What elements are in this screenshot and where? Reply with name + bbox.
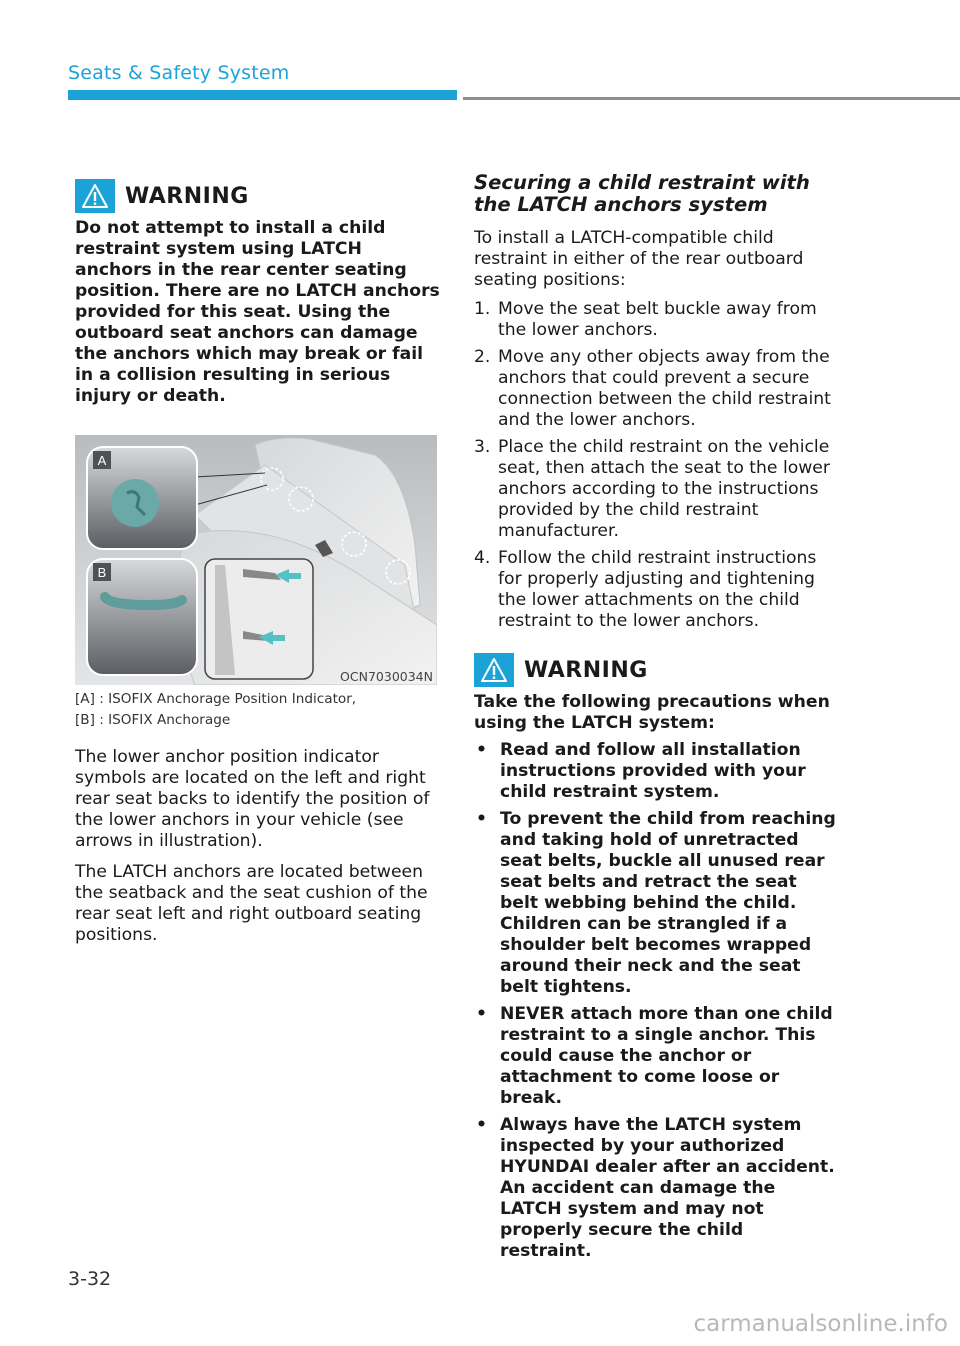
page-number: 3-32 [68, 1268, 112, 1290]
list-item: 3. Place the child restraint on the vehicle seat, then attach the seat to the lower anchors according to the instructions provided by the child restraint manufacturer. [474, 437, 830, 541]
warning-triangle-icon [474, 653, 514, 687]
warning-header [75, 178, 440, 214]
section-title: Seats & Safety System [68, 62, 290, 84]
right-column [474, 172, 839, 1262]
watermark: carmanualsonline.info [693, 1311, 948, 1337]
list-item: 4. Follow the child restraint instructions for properly adjusting and tightening the lower attachments on the child restraint to the lower anchors. [474, 548, 817, 631]
anchor-location-paragraph: The LATCH anchors are located between the seatback and the seat cushion of the rear seat left and right outboard seating positions. [75, 862, 428, 945]
figure-code: OCN7030034N [340, 669, 433, 684]
securing-steps [474, 299, 839, 632]
list-item: • To prevent the child from reaching and taking hold of unretracted seat belts, buckle all unused rear seat belts and retract the seat belt webbing behind the child. Children can be strangled if a shoulder belt becomes wrapped around their neck and the seat belt tightens. [476, 809, 836, 997]
header-accent-bar [68, 90, 457, 100]
list-item: • NEVER attach more than one child restraint to a single anchor. This could cause the anchor or attachment to come loose or break. [476, 1004, 833, 1108]
anchor-indicator-paragraph: The lower anchor position indicator symbols are located on the left and right rear seat backs to identify the position of the lower anchors in your vehicle (see arrows in illustration). [75, 747, 430, 851]
list-item: • Always have the LATCH system inspected by your authorized HYUNDAI dealer after an accident. An accident can damage the LATCH system and may not properly secure the child restraint. [476, 1115, 835, 1261]
list-item: • Read and follow all installation instructions provided with your child restraint system. [476, 740, 806, 802]
warning-text: Do not attempt to install a child restraint system using LATCH anchors in the rear center seating position. There are no LATCH anchors provided for this seat. Using the outboard seat anchors can damage the anchors which may break or fail in a collision resulting in serious injury or death. [75, 218, 440, 406]
warning-title: WARNING [524, 657, 648, 683]
figure-label-b: B [97, 565, 107, 580]
list-item: 1. Move the seat belt buckle away from the lower anchors. [474, 299, 817, 340]
list-item: 2. Move any other objects away from the anchors that could prevent a secure connection between the child restraint and the lower anchors. [474, 347, 831, 430]
warning-triangle-icon [75, 179, 115, 213]
securing-heading: Securing a child restraint with the LATCH anchors system [474, 171, 810, 216]
warning-intro: Take the following precautions when using the LATCH system: [474, 692, 830, 733]
figure-caption-a: [A] : ISOFIX Anchorage Position Indicator, [75, 691, 357, 707]
left-column [75, 178, 440, 946]
warning-header [474, 652, 839, 688]
figure-caption-b: [B] : ISOFIX Anchorage [75, 712, 231, 728]
warning-title: WARNING [125, 183, 249, 209]
securing-intro: To install a LATCH-compatible child restraint in either of the rear outboard seating positions: [474, 228, 804, 290]
latch-anchor-illustration [75, 435, 437, 685]
figure-label-a: A [97, 453, 107, 468]
warning-bullets [474, 740, 839, 1262]
warning-block-2 [474, 652, 839, 1262]
header-divider [463, 97, 960, 100]
